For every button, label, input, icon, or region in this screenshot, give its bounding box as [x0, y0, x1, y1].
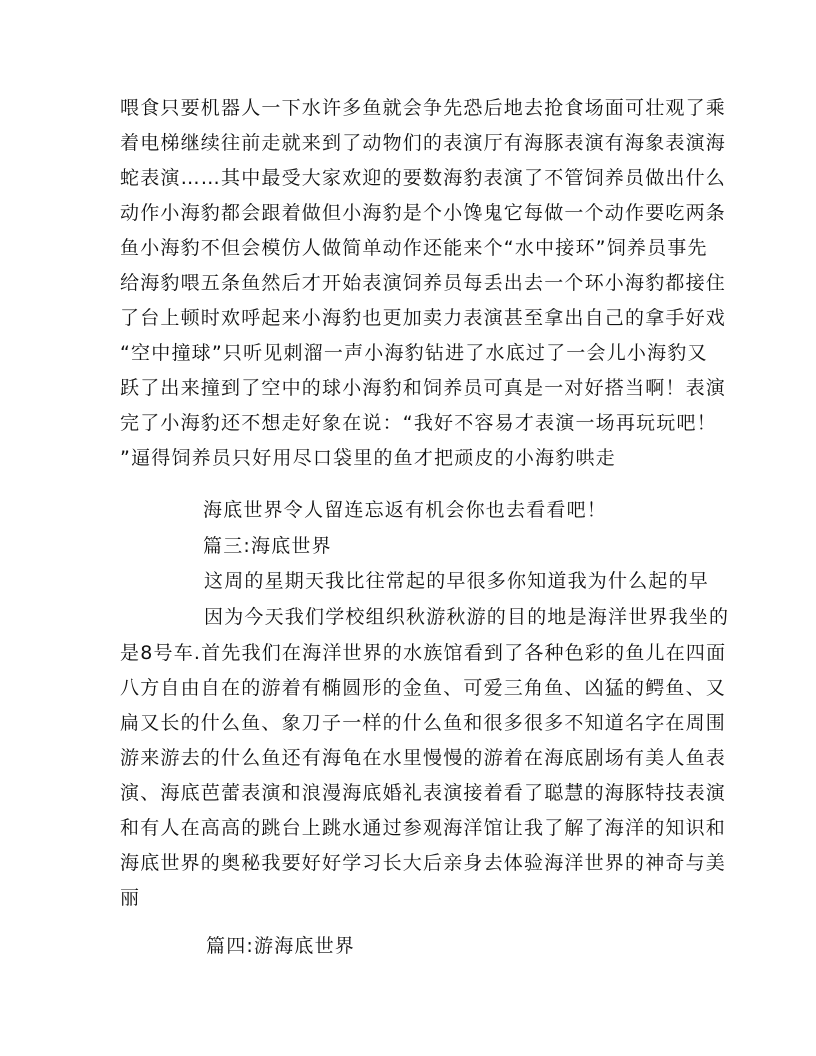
body-line: 跃了出来撞到了空中的球小海豹和饲养员可真是一对好搭当啊！表演 — [120, 377, 727, 399]
body-line: 喂食只要机器人一下水许多鱼就会争先恐后地去抢食场面可壮观了乘 — [120, 97, 727, 119]
body-line: 和有人在高高的跳台上跳水通过参观海洋馆让我了解了海洋的知识和 — [120, 817, 727, 839]
body-line: 这周的星期天我比往常起的早很多你知道我为什么起的早 — [204, 570, 710, 592]
body-line: 丽 — [120, 887, 141, 909]
body-line: 完了小海豹还不想走好象在说：“我好不容易才表演一场再玩玩吧！ — [120, 412, 717, 434]
body-line: 是8号车.首先我们在海洋世界的水族馆看到了各种色彩的鱼儿在四面 — [120, 642, 727, 664]
body-line: 给海豹喂五条鱼然后才开始表演饲养员每丢出去一个环小海豹都接住 — [120, 272, 727, 294]
section-heading: 篇三:海底世界 — [203, 535, 332, 557]
body-line: “空中撞球”只听见刺溜一声小海豹钻进了水底过了一会儿小海豹又 — [120, 342, 708, 364]
body-line: 扁又长的什么鱼、象刀子一样的什么鱼和很多很多不知道名字在周围 — [120, 712, 727, 734]
body-line: 着电梯继续往前走就来到了动物们的表演厅有海豚表演有海象表演海 — [120, 132, 727, 154]
body-line: 八方自由自在的游着有椭圆形的金鱼、可爱三角鱼、凶猛的鳄鱼、又 — [120, 677, 727, 699]
body-line: 蛇表演……其中最受大家欢迎的要数海豹表演了不管饲养员做出什么 — [120, 167, 727, 189]
body-line: 动作小海豹都会跟着做但小海豹是个小馋鬼它每做一个动作要吃两条 — [120, 202, 727, 224]
body-line: 因为今天我们学校组织秋游秋游的目的地是海洋世界我坐的 — [204, 606, 730, 628]
body-line: 了台上顿时欢呼起来小海豹也更加卖力表演甚至拿出自己的拿手好戏 — [120, 307, 727, 329]
body-line: 游来游去的什么鱼还有海龟在水里慢慢的游着在海底剧场有美人鱼表 — [120, 747, 727, 769]
section-heading: 篇四:游海底世界 — [206, 935, 356, 957]
body-line: 演、海底芭蕾表演和浪漫海底婚礼表演接着看了聪慧的海豚特技表演 — [120, 782, 727, 804]
body-line: ”逼得饲养员只好用尽口袋里的鱼才把顽皮的小海豹哄走 — [120, 447, 616, 469]
closing-line: 海底世界令人留连忘返有机会你也去看看吧！ — [203, 499, 608, 521]
body-line: 鱼小海豹不但会模仿人做简单动作还能来个“水中接环”饲养员事先 — [120, 237, 708, 259]
body-line: 海底世界的奥秘我要好好学习长大后亲身去体验海洋世界的神奇与美 — [120, 852, 727, 874]
